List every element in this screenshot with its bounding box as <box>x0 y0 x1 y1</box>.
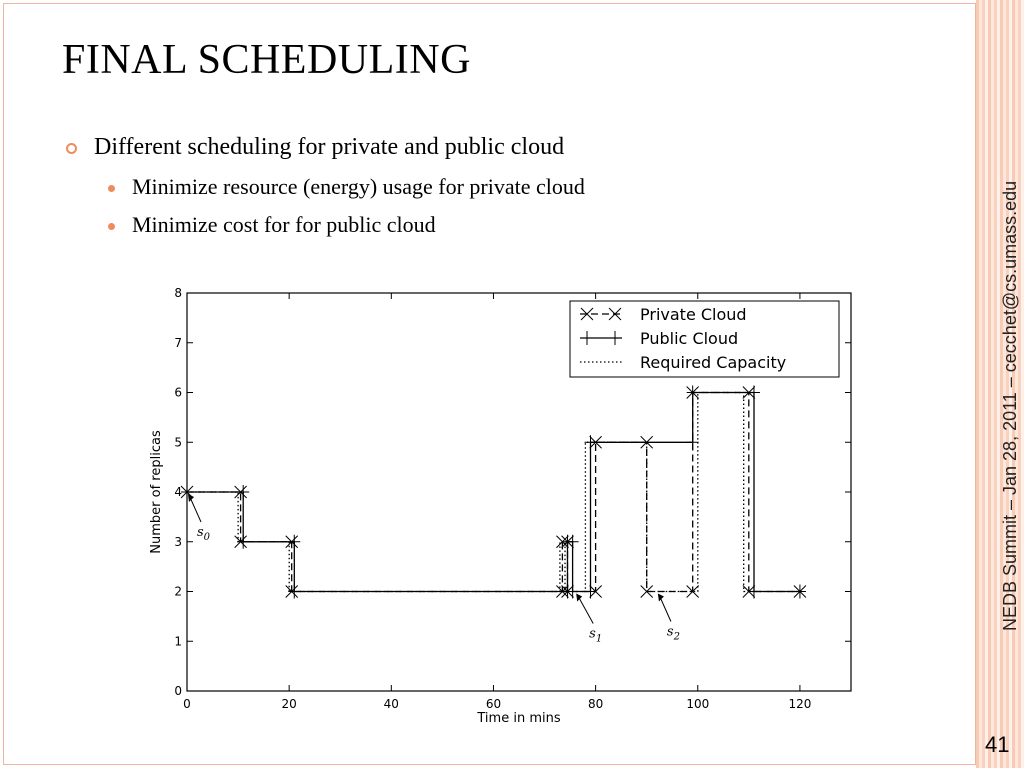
y-tick-label: 0 <box>174 684 182 698</box>
page-number: 41 <box>985 732 1010 757</box>
x-tick-label: 120 <box>788 697 812 711</box>
legend-label-required: Required Capacity <box>640 353 787 372</box>
y-axis-label: Number of replicas <box>149 430 164 554</box>
x-tick-label: 80 <box>587 697 604 711</box>
x-tick-label: 100 <box>686 697 710 711</box>
y-tick-label: 1 <box>174 634 182 649</box>
y-tick-label: 8 <box>174 286 182 300</box>
y-tick-label: 6 <box>174 385 182 400</box>
annotation-label: $s_2$ <box>666 624 680 643</box>
slide-title: FINAL SCHEDULING <box>62 37 471 83</box>
y-tick-label: 4 <box>174 485 182 499</box>
sub-bullet-1-text: Minimize resource (energy) usage for private cloud <box>132 174 585 199</box>
x-axis-label: Time in mins <box>477 711 561 726</box>
bullet-main-text: Different scheduling for private and public cloud <box>94 134 565 160</box>
legend-label-private: Private Cloud <box>640 305 747 324</box>
y-tick-label: 2 <box>174 584 182 599</box>
x-tick-label: 20 <box>281 697 297 711</box>
annotation-label: $s_0$ <box>197 525 211 543</box>
sub-bullet-2-text: Minimize cost for for public cloud <box>132 212 436 237</box>
y-tick-label: 5 <box>174 435 182 450</box>
legend-label-public: Public Cloud <box>640 329 739 348</box>
x-tick-label: 60 <box>485 697 502 711</box>
x-tick-label: 0 <box>183 697 191 711</box>
side-caption: NEDB Summit – Jan 28, 2011 – cecchet@cs.umass.edu <box>1000 180 1020 631</box>
x-tick-label: 40 <box>383 697 399 711</box>
chart-legend <box>570 301 839 377</box>
annotation-label: $s_1$ <box>589 626 603 645</box>
y-tick-label: 3 <box>174 534 182 549</box>
y-tick-label: 7 <box>174 335 182 350</box>
